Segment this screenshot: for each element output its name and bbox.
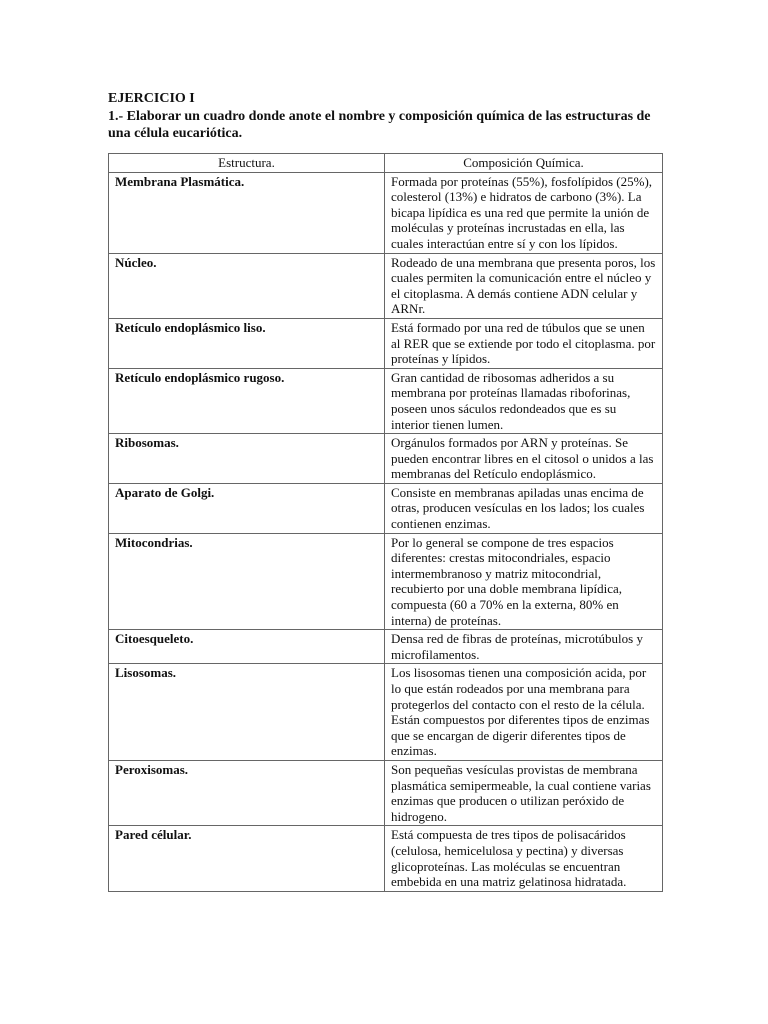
structure-composition: Está compuesta de tres tipos de polisacáridos (celulosa, hemicelulosa y pectina) y diversas glicoproteínas. Las moléculas se encuentran embebida en una matriz gelatinosa hidratada. xyxy=(385,826,663,891)
table-row xyxy=(109,630,663,664)
header-structure: Estructura. xyxy=(109,154,385,173)
structure-composition: Por lo general se compone de tres espacios diferentes: crestas mitocondriales, espacio intermembranoso y matriz mitocondrial, recubierto por una doble membrana lipídica, compuesta (60 a 70% en la externa, 80% en interna) de proteínas. xyxy=(385,533,663,630)
structure-composition: Formada por proteínas (55%), fosfolípidos (25%), colesterol (13%) e hidratos de carbono (3%). La bicapa lipídica es una red que permite la unión de moléculas y proteínas incrustadas en ella, las cuales interactúan entre sí y con los lípidos. xyxy=(385,172,663,253)
table-row xyxy=(109,368,663,433)
table-row xyxy=(109,253,663,318)
structure-composition: Densa red de fibras de proteínas, microtúbulos y microfilamentos. xyxy=(385,630,663,664)
structure-name: Citoesqueleto. xyxy=(109,630,385,664)
structure-name: Mitocondrias. xyxy=(109,533,385,630)
table-row xyxy=(109,664,663,761)
table-header-row xyxy=(109,154,663,173)
table-row xyxy=(109,172,663,253)
structure-name: Retículo endoplásmico rugoso. xyxy=(109,368,385,433)
table-row xyxy=(109,434,663,484)
document-page xyxy=(108,90,662,892)
structure-composition: Orgánulos formados por ARN y proteínas. Se pueden encontrar libres en el citosol o unidos a las membranas del Retículo endoplásmico. xyxy=(385,434,663,484)
structure-name: Núcleo. xyxy=(109,253,385,318)
structure-name: Lisosomas. xyxy=(109,664,385,761)
structure-name: Retículo endoplásmico liso. xyxy=(109,318,385,368)
cell-structures-table xyxy=(108,153,663,892)
table-row xyxy=(109,318,663,368)
structure-name: Aparato de Golgi. xyxy=(109,483,385,533)
structure-composition: Consiste en membranas apiladas unas encima de otras, producen vesículas en los lados; los cuales contienen enzimas. xyxy=(385,483,663,533)
structure-composition: Gran cantidad de ribosomas adheridos a su membrana por proteínas llamadas riboforinas, poseen unos sáculos redondeados que es su interior tienen lumen. xyxy=(385,368,663,433)
header-chemical-composition: Composición Química. xyxy=(385,154,663,173)
table-row xyxy=(109,826,663,891)
structure-name: Membrana Plasmática. xyxy=(109,172,385,253)
structure-composition: Los lisosomas tienen una composición acida, por lo que están rodeados por una membrana para protegerlos del contacto con el resto de la célula. Están compuestos por diferentes tipos de enzimas que se encargan de digerir diferentes tipos de enzimas. xyxy=(385,664,663,761)
structure-composition: Son pequeñas vesículas provistas de membrana plasmática semipermeable, la cual contiene varias enzimas que producen o utilizan peróxido de hidrogeno. xyxy=(385,760,663,825)
structure-composition: Está formado por una red de túbulos que se unen al RER que se extiende por todo el citoplasma. por proteínas y lípidos. xyxy=(385,318,663,368)
structure-name: Ribosomas. xyxy=(109,434,385,484)
exercise-instruction: 1.- Elaborar un cuadro donde anote el nombre y composición química de las estructuras de una célula eucariótica. xyxy=(108,109,651,141)
structure-name: Peroxisomas. xyxy=(109,760,385,825)
table-row xyxy=(109,533,663,630)
table-row xyxy=(109,483,663,533)
structure-name: Pared célular. xyxy=(109,826,385,891)
exercise-heading: EJERCICIO I xyxy=(108,91,195,106)
structure-composition: Rodeado de una membrana que presenta poros, los cuales permiten la comunicación entre el núcleo y el citoplasma. A demás contiene ADN celular y ARNr. xyxy=(385,253,663,318)
table-row xyxy=(109,760,663,825)
